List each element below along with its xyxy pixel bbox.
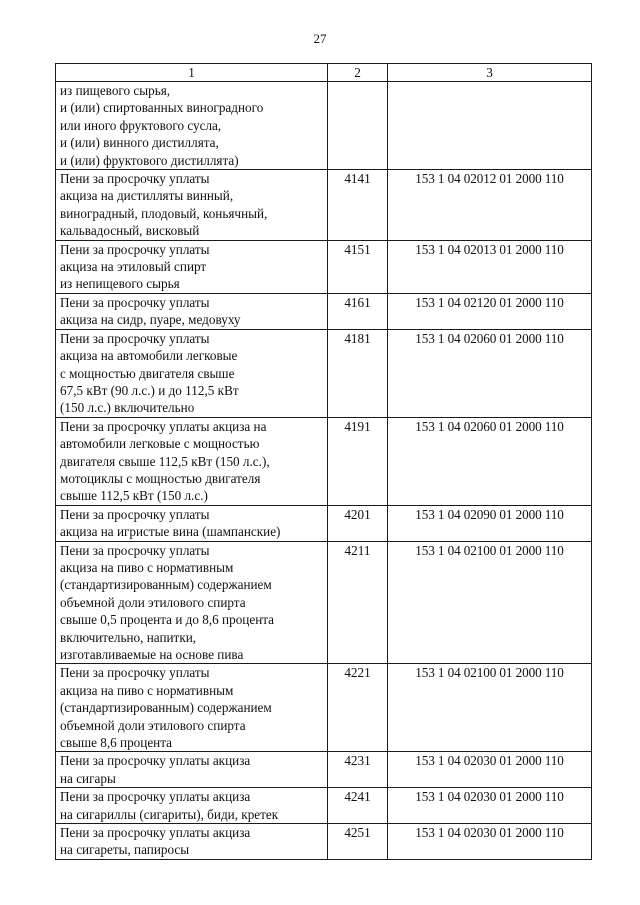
table-row <box>56 752 592 788</box>
row-description <box>56 664 328 752</box>
row-code: 4211 <box>328 541 388 664</box>
row-code: 4191 <box>328 417 388 505</box>
table-row <box>56 293 592 329</box>
column-header-kbk: 3 <box>388 64 592 82</box>
table-row <box>56 170 592 241</box>
page-number: 27 <box>313 31 327 46</box>
description-line: мотоциклы с мощностью двигателя <box>60 470 261 486</box>
row-kbk: 153 1 04 02100 01 2000 110 <box>388 541 592 664</box>
description-line: Пени за просрочку уплаты акциза на <box>60 418 267 434</box>
row-kbk: 153 1 04 02030 01 2000 110 <box>388 752 592 788</box>
description-line: виноградный, плодовый, коньячный, <box>60 205 268 221</box>
table-row <box>56 329 592 417</box>
excise-penalty-table <box>55 63 592 860</box>
table-row <box>56 240 592 293</box>
column-header-description: 1 <box>56 64 328 82</box>
description-line: из пищевого сырья, <box>60 83 171 98</box>
row-description <box>56 240 328 293</box>
description-line: изготавливаемые на основе пива <box>60 647 244 662</box>
row-kbk: 153 1 04 02100 01 2000 110 <box>388 664 592 752</box>
description-line: 67,5 кВт (90 л.с.) и до 112,5 кВт <box>60 382 239 398</box>
description-line: Пени за просрочку уплаты <box>60 330 210 346</box>
row-description <box>56 170 328 241</box>
description-line: автомобили легковые с мощностью <box>60 436 260 452</box>
description-line: на сигареты, папиросы <box>60 842 190 858</box>
description-line: Пени за просрочку уплаты <box>60 171 210 187</box>
row-description <box>56 82 328 170</box>
description-line: на сигариллы (сигариты), биди, кретек <box>60 806 279 822</box>
table-row <box>56 541 592 664</box>
row-description <box>56 293 328 329</box>
description-line: на сигары <box>60 770 116 786</box>
description-line: акциза на сидр, пуаре, медовуху <box>60 312 241 328</box>
description-line: двигателя свыше 112,5 кВт (150 л.с.), <box>60 453 270 469</box>
description-line: с мощностью двигателя свыше <box>60 365 235 381</box>
row-code: 4181 <box>328 329 388 417</box>
description-line: из непищевого сырья <box>60 276 180 292</box>
table-row <box>56 82 592 170</box>
description-line: или иного фруктового сусла, <box>60 117 222 133</box>
row-description <box>56 505 328 541</box>
description-line: и (или) винного дистиллята, <box>60 135 219 151</box>
row-description <box>56 788 328 824</box>
description-line: свыше 0,5 процента и до 8,6 процента <box>60 612 275 628</box>
row-code: 4251 <box>328 824 388 860</box>
row-code: 4241 <box>328 788 388 824</box>
description-line: кальвадосный, висковый <box>60 223 200 239</box>
row-code: 4151 <box>328 240 388 293</box>
description-line: и (или) фруктового дистиллята) <box>60 152 239 168</box>
column-header-code: 2 <box>328 64 388 82</box>
row-kbk: 153 1 04 02060 01 2000 110 <box>388 417 592 505</box>
row-code: 4221 <box>328 664 388 752</box>
description-line: Пени за просрочку уплаты акциза <box>60 825 251 841</box>
table-body <box>56 82 592 860</box>
row-kbk <box>388 82 592 170</box>
description-line: Пени за просрочку уплаты <box>60 294 210 310</box>
description-line: акциза на этиловый спирт <box>60 259 207 275</box>
row-kbk: 153 1 04 02030 01 2000 110 <box>388 788 592 824</box>
description-line: объемной доли этилового спирта <box>60 594 246 610</box>
row-code: 4161 <box>328 293 388 329</box>
description-line: Пени за просрочку уплаты акциза <box>60 789 251 805</box>
row-description <box>56 541 328 664</box>
description-line: Пени за просрочку уплаты <box>60 241 210 257</box>
row-description <box>56 824 328 860</box>
description-line: (стандартизированным) содержанием <box>60 700 272 716</box>
description-line: (150 л.с.) включительно <box>60 400 195 416</box>
description-line: акциза на пиво с нормативным <box>60 559 234 575</box>
description-line: (стандартизированным) содержанием <box>60 577 272 593</box>
row-kbk: 153 1 04 02120 01 2000 110 <box>388 293 592 329</box>
row-kbk: 153 1 04 02013 01 2000 110 <box>388 240 592 293</box>
description-line: акциза на дистилляты винный, <box>60 188 234 204</box>
row-description <box>56 752 328 788</box>
row-kbk: 153 1 04 02090 01 2000 110 <box>388 505 592 541</box>
row-description <box>56 329 328 417</box>
row-kbk: 153 1 04 02060 01 2000 110 <box>388 329 592 417</box>
description-line: Пени за просрочку уплаты <box>60 665 210 681</box>
description-line: свыше 112,5 кВт (150 л.с.) <box>60 488 208 504</box>
table-row <box>56 505 592 541</box>
table-row <box>56 824 592 860</box>
table-header-row <box>56 64 592 82</box>
description-line: акциза на игристые вина (шампанские) <box>60 524 281 540</box>
description-line: и (или) спиртованных виноградного <box>60 100 264 116</box>
table-row <box>56 417 592 505</box>
row-code: 4141 <box>328 170 388 241</box>
description-line: акциза на пиво с нормативным <box>60 682 234 698</box>
description-line: Пени за просрочку уплаты <box>60 506 210 522</box>
table-row <box>56 788 592 824</box>
row-code: 4201 <box>328 505 388 541</box>
row-kbk: 153 1 04 02030 01 2000 110 <box>388 824 592 860</box>
row-description <box>56 417 328 505</box>
row-code: 4231 <box>328 752 388 788</box>
description-line: Пени за просрочку уплаты <box>60 542 210 558</box>
description-line: объемной доли этилового спирта <box>60 717 246 733</box>
table-row <box>56 664 592 752</box>
description-line: акциза на автомобили легковые <box>60 348 238 364</box>
row-code <box>328 82 388 170</box>
description-line: включительно, напитки, <box>60 629 197 645</box>
row-kbk: 153 1 04 02012 01 2000 110 <box>388 170 592 241</box>
description-line: Пени за просрочку уплаты акциза <box>60 753 251 769</box>
description-line: свыше 8,6 процента <box>60 735 173 751</box>
